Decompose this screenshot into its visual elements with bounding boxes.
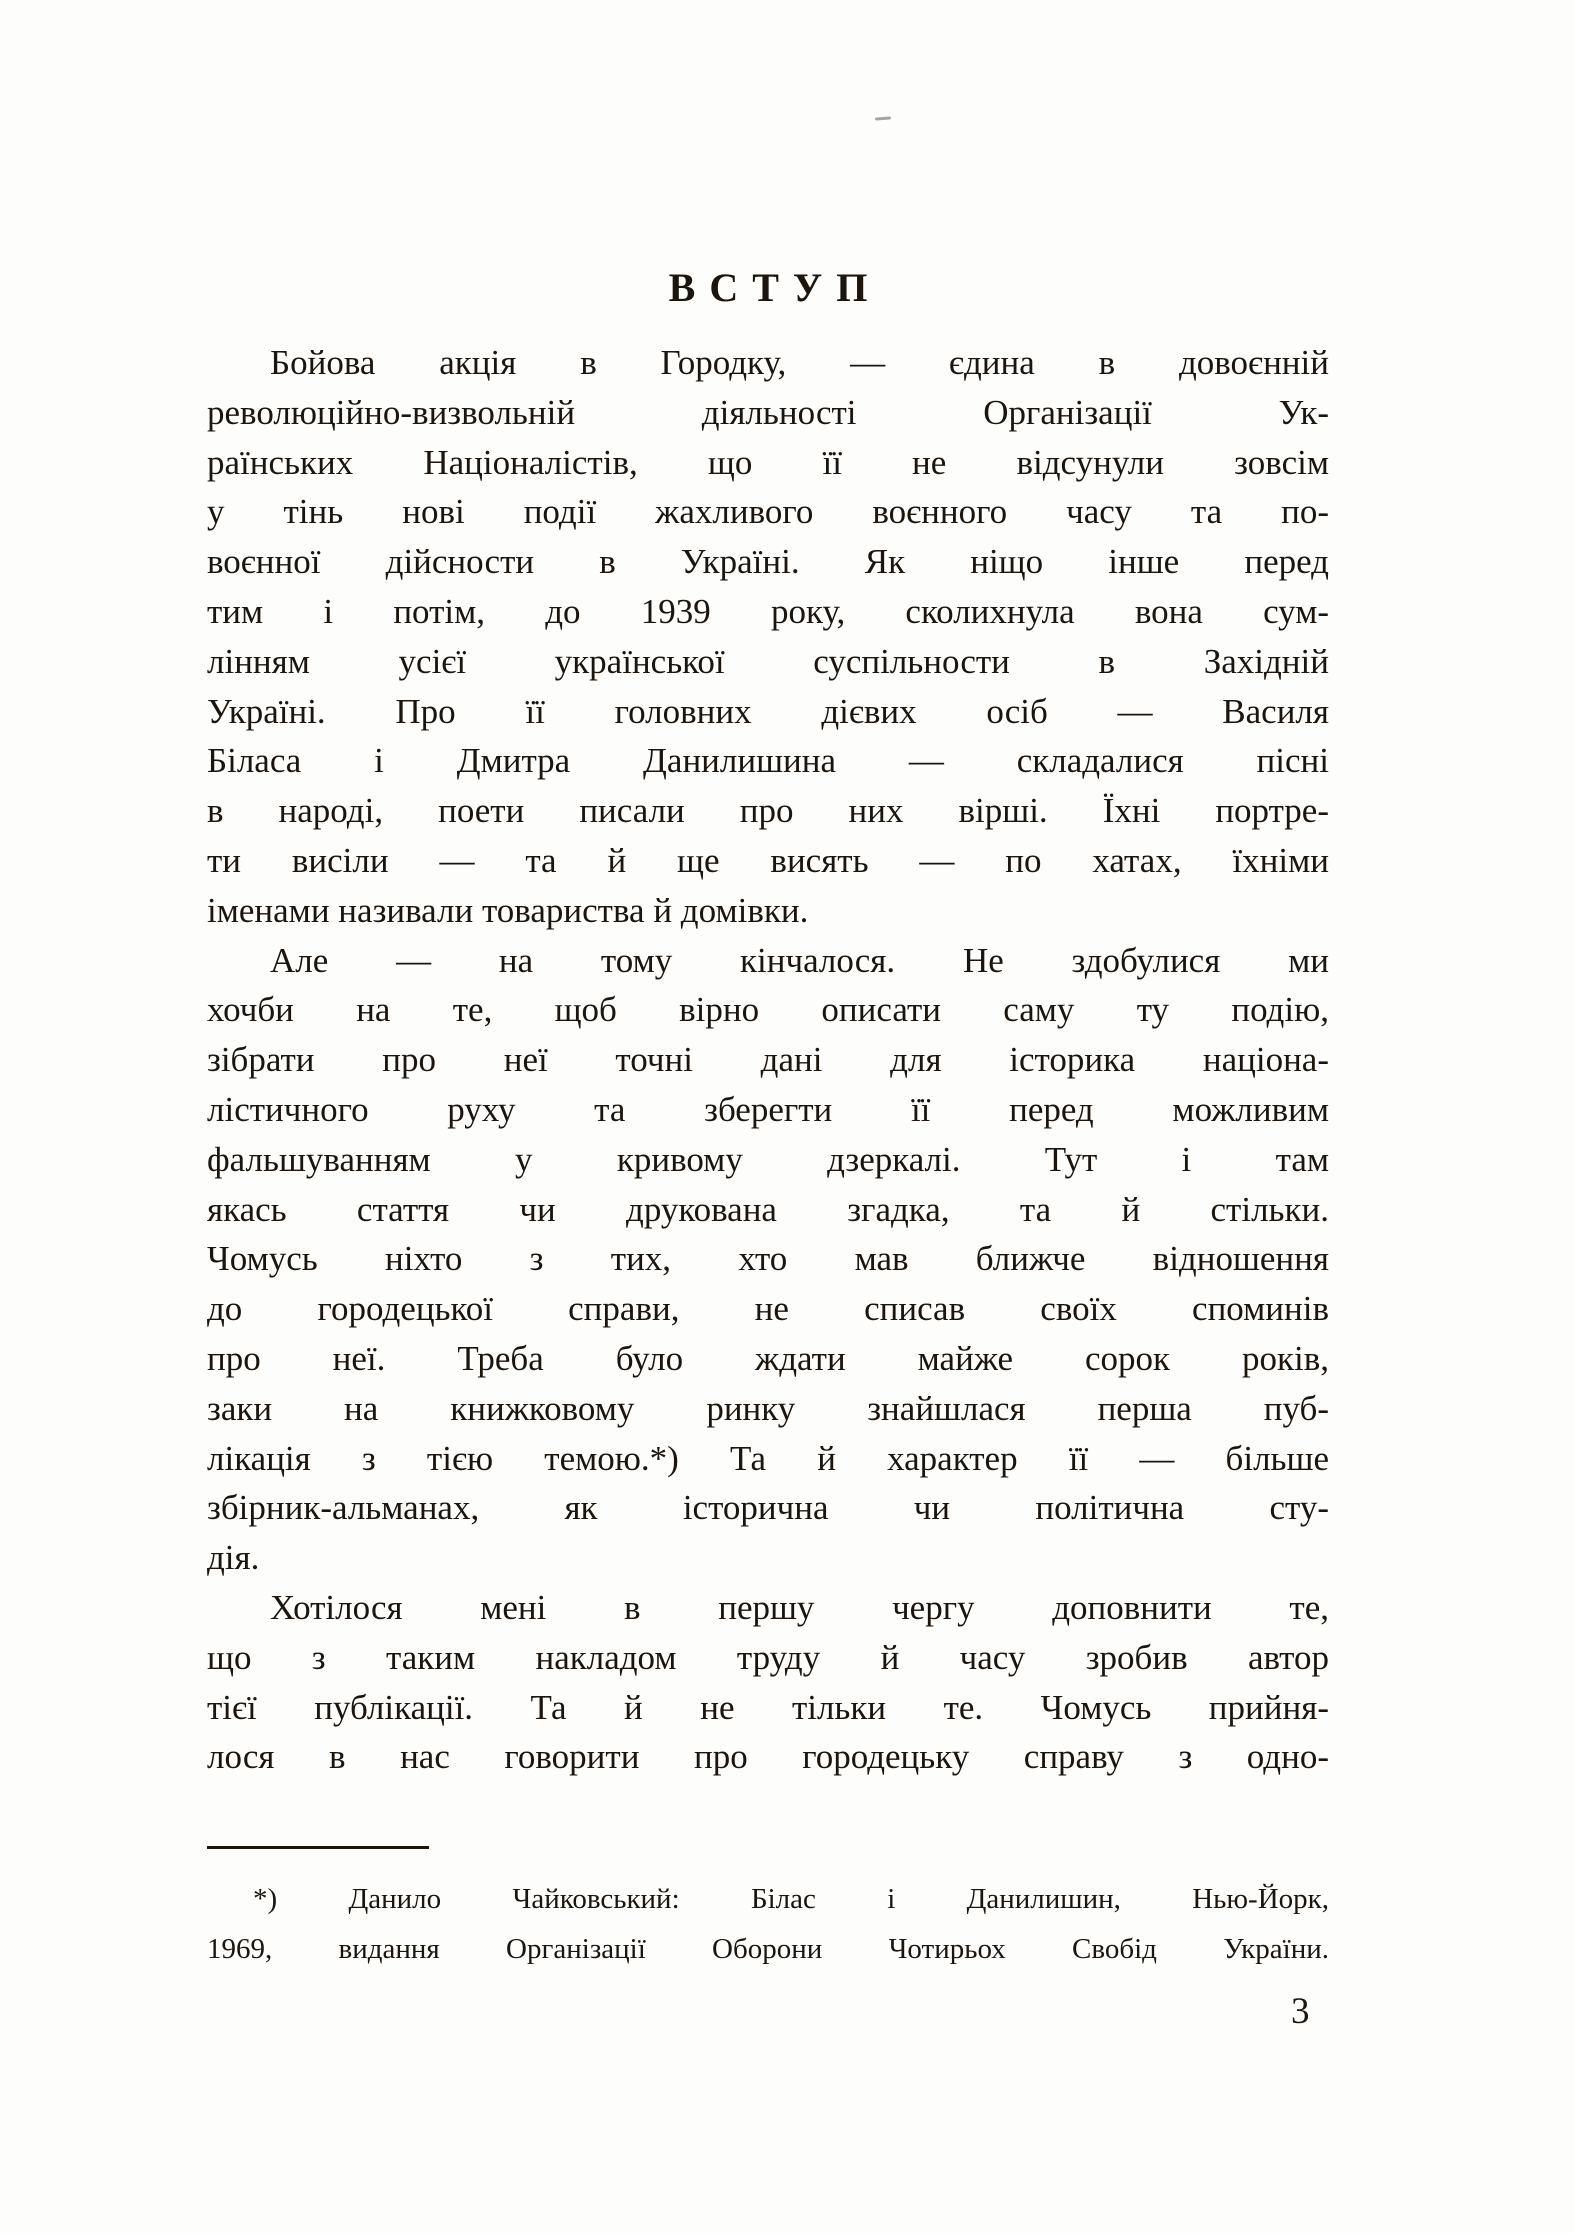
text-line: лікація з тією темою.*) Та й характер її — більше [207,1438,1329,1478]
footnote-divider [207,1846,429,1849]
text-line: 1969, видання Організації Оборони Чотирьох Свобід України. [207,1933,1329,1965]
text-line: заки на книжковому ринку знайшлася перша пуб- [207,1388,1329,1428]
text-line: ти висіли — та й ще висять — по хатах, їхніми [207,840,1329,880]
text-line: у тінь нові події жахливого воєнного часу та по- [207,492,1329,532]
page-number: 3 [1291,1991,1310,2032]
text-line: Бойова акція в Городку, — єдина в довоєнній [270,343,1329,382]
text-line: воєнної дійсности в Україні. Як ніщо інше перед [207,542,1329,582]
text-line: Хотілося мені в першу чергу доповнити те, [270,1587,1329,1627]
text-line: раїнських Націоналістів, що її не відсунули зовсім [207,442,1329,482]
text-line: лося в нас говорити про городецьку справу з одно- [207,1737,1329,1777]
text-line: *) Данило Чайковський: Білас і Данилишин, Нью-Йорк, [253,1883,1329,1915]
text-line: до городецької справи, не списав своїх споминів [207,1289,1329,1329]
text-line: Але — на тому кінчалося. Не здобулися ми [270,940,1329,980]
text-line: лістичного руху та зберегти її перед можливим [207,1089,1329,1129]
text-line: Біласа і Дмитра Данилишина — складалися пісні [207,741,1329,781]
text-line: збірник-альманах, як історична чи політична сту- [207,1488,1329,1528]
page-title: ВСТУП [668,265,882,310]
footnote [207,1874,1329,1974]
text-line: зібрати про неї точні дані для історика націона- [207,1040,1329,1080]
text-line: Україні. Про її головних дієвих осіб — Василя [207,691,1329,731]
scan-artifact [875,116,891,120]
text-line: якась стаття чи друкована згадка, та й стільки. [207,1189,1329,1229]
text-line: що з таким накладом труду й часу зробив автор [207,1637,1329,1677]
text-line: дія. [207,1538,260,1578]
text-line: хочби на те, щоб вірно описати саму ту подію, [207,990,1329,1030]
text-line: Чомусь ніхто з тих, хто мав ближче відношення [207,1239,1329,1279]
text-line: лінням усієї української суспільности в Західній [207,641,1329,681]
text-line: фальшуванням у кривому дзеркалі. Тут і там [207,1139,1329,1179]
text-line: про неї. Треба було ждати майже сорок років, [207,1338,1329,1378]
body-text [207,338,1329,1782]
text-line: іменами називали товариства й домівки. [207,890,809,930]
text-line: в народі, поети писали про них вірші. Їхні портре- [207,791,1329,831]
text-line: тієї публікації. Та й не тільки те. Чомусь прийня- [207,1687,1329,1727]
text-line: революційно-визвольній діяльності Організації Ук- [207,392,1329,432]
text-line: тим і потім, до 1939 року, сколихнула вона сум- [207,591,1329,631]
